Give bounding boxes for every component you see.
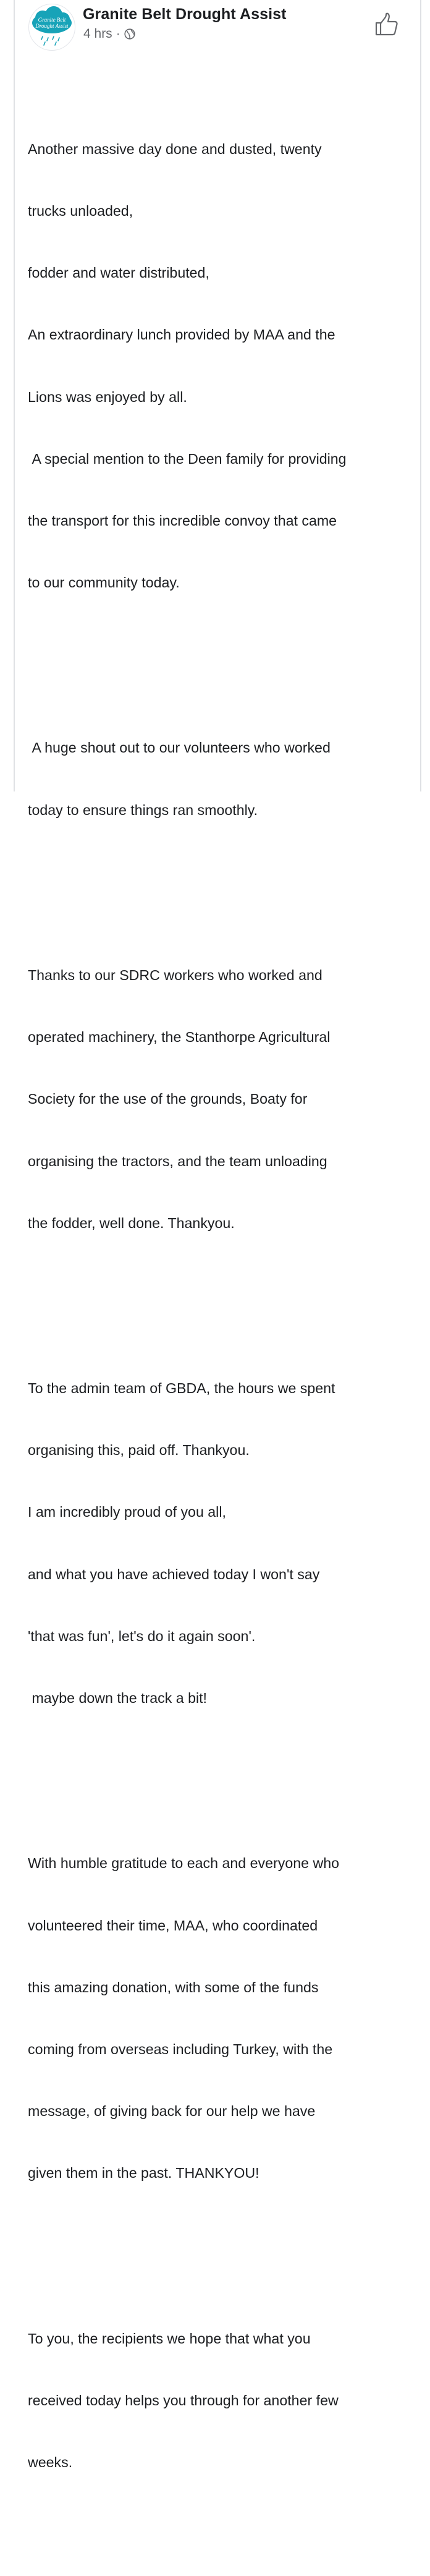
thumbs-up-icon [374, 12, 399, 37]
globe-icon [124, 28, 135, 40]
text-line: message, of giving back for our help we have [28, 2103, 316, 2120]
text-line: the transport for this incredible convoy that came [28, 512, 337, 529]
post-paragraph-5 [28, 1812, 414, 2225]
text-line: organising this, paid off. Thankyou. [28, 1442, 250, 1459]
cloud-rain-logo-icon [29, 4, 75, 50]
text-line: today to ensure things ran smoothly. [28, 801, 258, 818]
post-header [15, 0, 420, 54]
text-line: to our community today. [28, 574, 180, 591]
text-line: Society for the use of the grounds, Boaty for [28, 1091, 308, 1107]
text-line: coming from overseas including Turkey, with the [28, 2041, 333, 2057]
page-name[interactable]: Granite Belt Drought Assist [83, 6, 287, 23]
post-meta [83, 27, 135, 41]
post-paragraph-3 [28, 924, 414, 1275]
text-line: trucks unloaded, [28, 202, 133, 219]
text-line: maybe down the track a bit! [28, 1690, 208, 1707]
text-line: Thanks to our SDRC workers who worked and [28, 966, 322, 983]
post-card [14, 0, 421, 2471]
like-button[interactable] [374, 12, 399, 37]
text-line: the fodder, well done. Thankyou. [28, 1214, 235, 1231]
meta-separator: · [116, 27, 120, 41]
post-timestamp[interactable]: 4 hrs [83, 27, 112, 41]
text-line: A huge shout out to our volunteers who worked [28, 740, 331, 756]
page-avatar[interactable] [28, 4, 75, 51]
text-line: given them in the past. THANKYOU! [28, 2165, 259, 2181]
text-line: Lions was enjoyed by all. [28, 388, 187, 405]
text-line: weeks. [28, 2454, 73, 2471]
text-line: fodder and water distributed, [28, 265, 209, 281]
text-line: volunteered their time, MAA, who coordinated [28, 1917, 318, 1934]
text-line: 'that was fun', let's do it again soon'. [28, 1627, 256, 1644]
text-line: An extraordinary lunch provided by MAA and the [28, 326, 335, 343]
text-line: To the admin team of GBDA, the hours we spent [28, 1380, 335, 1396]
text-line: organising the tractors, and the team unloading [28, 1153, 327, 1169]
avatar-logo-line1: Granite Belt [38, 17, 66, 23]
text-line: With humble gratitude to each and everyone who [28, 1855, 339, 1872]
text-line: received today helps you through for another few [28, 2392, 339, 2408]
text-line: A special mention to the Deen family for providing [28, 450, 347, 467]
post-text [28, 56, 414, 2576]
text-line: Another massive day done and dusted, twenty [28, 140, 322, 157]
post-paragraph-2 [28, 697, 414, 862]
text-line: I am incredibly proud of you all, [28, 1504, 226, 1520]
post-paragraph-1 [28, 98, 414, 635]
avatar-logo-line2: Drought Assist [35, 23, 69, 29]
post-paragraph-6 [28, 2287, 414, 2514]
text-line: operated machinery, the Stanthorpe Agricultural [28, 1029, 331, 1046]
text-line: To you, the recipients we hope that what you [28, 2330, 311, 2347]
text-line: and what you have achieved today I won't say [28, 1566, 320, 1582]
text-line: this amazing donation, with some of the funds [28, 1979, 319, 1995]
post-paragraph-4 [28, 1337, 414, 1750]
